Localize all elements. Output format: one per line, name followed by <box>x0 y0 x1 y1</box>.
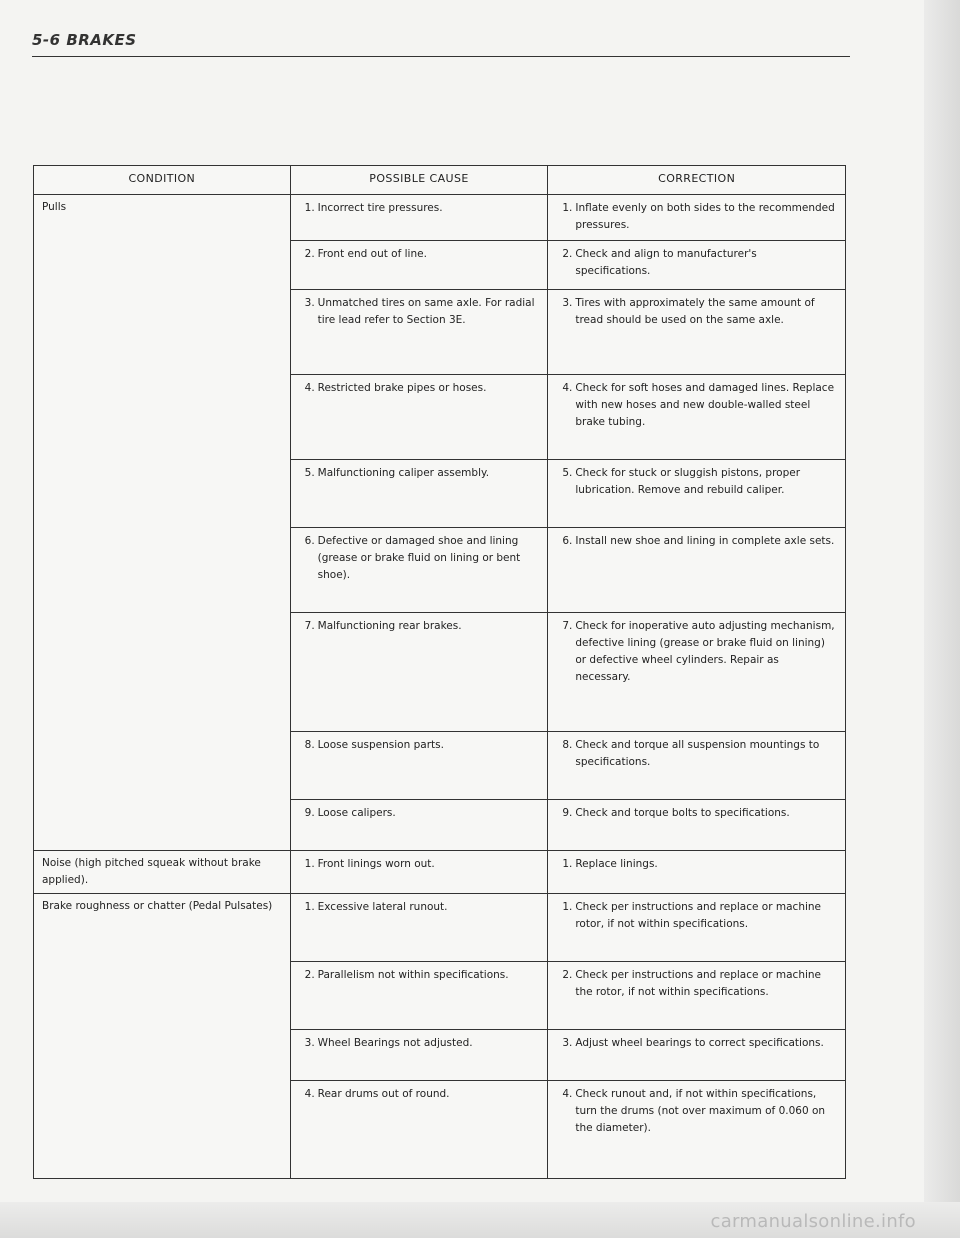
item-number: 4. <box>304 382 315 394</box>
correction-text: Inflate evenly on both sides to the recommended pressures. <box>575 202 835 231</box>
cause-text: Wheel Bearings not adjusted. <box>317 1037 473 1049</box>
possible-cause-cell <box>290 962 548 1030</box>
item-number: 1. <box>562 901 573 913</box>
correction-cell <box>548 613 846 732</box>
list-item <box>305 465 538 482</box>
correction-text: Check for stuck or sluggish pistons, proper lubrication. Remove and rebuild caliper. <box>575 467 801 496</box>
item-number: 9. <box>562 807 573 819</box>
correction-cell <box>548 962 846 1030</box>
cause-text: Excessive lateral runout. <box>317 901 448 913</box>
condition-cell: Pulls <box>34 195 291 851</box>
correction-cell <box>548 894 846 962</box>
correction-text: Tires with approximately the same amount of tread should be used on the same axle. <box>575 297 815 326</box>
list-item <box>305 380 538 397</box>
list-item <box>562 1086 835 1137</box>
possible-cause-cell <box>290 195 548 241</box>
table-row <box>34 851 846 894</box>
list-item <box>305 967 538 984</box>
correction-cell <box>548 528 846 613</box>
possible-cause-cell <box>290 800 548 851</box>
item-number: 1. <box>304 901 315 913</box>
list-item <box>305 805 538 822</box>
item-number: 6. <box>562 535 573 547</box>
correction-text: Check and torque all suspension mountings to specifications. <box>575 739 820 768</box>
diagnosis-table <box>33 165 846 1179</box>
item-number: 2. <box>562 248 573 260</box>
list-item <box>305 246 538 263</box>
cause-text: Loose calipers. <box>317 807 396 819</box>
item-number: 8. <box>304 739 315 751</box>
possible-cause-cell <box>290 851 548 894</box>
correction-text: Check and align to manufacturer's specifications. <box>575 248 757 277</box>
item-number: 1. <box>562 202 573 214</box>
list-item <box>305 1086 538 1103</box>
correction-cell <box>548 1030 846 1081</box>
list-item <box>562 380 835 431</box>
item-number: 4. <box>562 1088 573 1100</box>
table-row <box>34 894 846 962</box>
cause-text: Front linings worn out. <box>317 858 435 870</box>
item-number: 3. <box>304 297 315 309</box>
list-item <box>562 465 835 499</box>
list-item <box>305 856 538 873</box>
item-number: 1. <box>304 858 315 870</box>
correction-text: Check and torque bolts to specifications. <box>575 807 790 819</box>
cause-text: Unmatched tires on same axle. For radial tire lead refer to Section 3E. <box>317 297 535 326</box>
item-number: 4. <box>304 1088 315 1100</box>
list-item <box>562 295 835 329</box>
list-item <box>562 618 835 686</box>
column-header-possible-cause: POSSIBLE CAUSE <box>290 166 548 195</box>
correction-text: Check per instructions and replace or machine the rotor, if not within specifications. <box>575 969 822 998</box>
correction-cell <box>548 1081 846 1179</box>
item-number: 6. <box>304 535 315 547</box>
cause-text: Front end out of line. <box>317 248 427 260</box>
possible-cause-cell <box>290 1030 548 1081</box>
watermark: carmanualsonline.info <box>710 1211 916 1232</box>
list-item <box>562 1035 835 1052</box>
cause-text: Restricted brake pipes or hoses. <box>317 382 487 394</box>
column-header-condition: CONDITION <box>34 166 291 195</box>
list-item <box>305 618 538 635</box>
list-item <box>305 200 538 217</box>
possible-cause-cell <box>290 460 548 528</box>
correction-cell <box>548 195 846 241</box>
cause-text: Defective or damaged shoe and lining (grease or brake fluid on lining or bent shoe). <box>317 535 521 581</box>
possible-cause-cell <box>290 613 548 732</box>
list-item <box>562 967 835 1001</box>
correction-text: Adjust wheel bearings to correct specifications. <box>575 1037 824 1049</box>
correction-cell <box>548 290 846 375</box>
list-item <box>305 533 538 584</box>
possible-cause-cell <box>290 1081 548 1179</box>
item-number: 8. <box>562 739 573 751</box>
cause-text: Malfunctioning caliper assembly. <box>317 467 490 479</box>
list-item <box>305 1035 538 1052</box>
list-item <box>562 737 835 771</box>
correction-cell <box>548 851 846 894</box>
list-item <box>562 805 835 822</box>
possible-cause-cell <box>290 290 548 375</box>
correction-text: Replace linings. <box>575 858 658 870</box>
item-number: 7. <box>562 620 573 632</box>
correction-text: Check runout and, if not within specifications, turn the drums (not over maximum of 0.060 on the diameter). <box>575 1088 826 1134</box>
item-number: 5. <box>562 467 573 479</box>
cause-text: Incorrect tire pressures. <box>317 202 443 214</box>
cause-text: Rear drums out of round. <box>317 1088 450 1100</box>
correction-cell <box>548 375 846 460</box>
cause-text: Parallelism not within specifications. <box>317 969 509 981</box>
correction-cell <box>548 800 846 851</box>
correction-text: Install new shoe and lining in complete axle sets. <box>575 535 835 547</box>
list-item <box>562 856 835 873</box>
page-header-title: 5-6 BRAKES <box>32 31 137 49</box>
table-body <box>34 195 846 1179</box>
correction-text: Check for inoperative auto adjusting mechanism, defective lining (grease or brake fluid on lining) or defective wheel cylinders. Repair as necessary. <box>575 620 835 683</box>
item-number: 9. <box>304 807 315 819</box>
table-row <box>34 195 846 241</box>
column-header-correction: CORRECTION <box>548 166 846 195</box>
correction-cell <box>548 732 846 800</box>
page-edge-shadow-right <box>924 0 960 1238</box>
item-number: 5. <box>304 467 315 479</box>
possible-cause-cell <box>290 732 548 800</box>
item-number: 7. <box>304 620 315 632</box>
item-number: 1. <box>304 202 315 214</box>
list-item <box>305 737 538 754</box>
condition-cell: Noise (high pitched squeak without brake applied). <box>34 851 291 894</box>
list-item <box>562 899 835 933</box>
table-header-row <box>34 166 846 195</box>
item-number: 3. <box>562 1037 573 1049</box>
page-header <box>32 30 850 57</box>
list-item <box>305 295 538 329</box>
item-number: 2. <box>562 969 573 981</box>
item-number: 3. <box>304 1037 315 1049</box>
list-item <box>305 899 538 916</box>
correction-cell <box>548 241 846 290</box>
list-item <box>562 246 835 280</box>
possible-cause-cell <box>290 241 548 290</box>
item-number: 4. <box>562 382 573 394</box>
item-number: 3. <box>562 297 573 309</box>
list-item <box>562 200 835 234</box>
list-item <box>562 533 835 550</box>
correction-text: Check for soft hoses and damaged lines. Replace with new hoses and new double-walled steel brake tubing. <box>575 382 835 428</box>
item-number: 2. <box>304 969 315 981</box>
possible-cause-cell <box>290 528 548 613</box>
cause-text: Loose suspension parts. <box>317 739 444 751</box>
item-number: 2. <box>304 248 315 260</box>
cause-text: Malfunctioning rear brakes. <box>317 620 462 632</box>
possible-cause-cell <box>290 375 548 460</box>
item-number: 1. <box>562 858 573 870</box>
correction-text: Check per instructions and replace or machine rotor, if not within specifications. <box>575 901 822 930</box>
condition-cell: Brake roughness or chatter (Pedal Pulsates) <box>34 894 291 1179</box>
possible-cause-cell <box>290 894 548 962</box>
correction-cell <box>548 460 846 528</box>
